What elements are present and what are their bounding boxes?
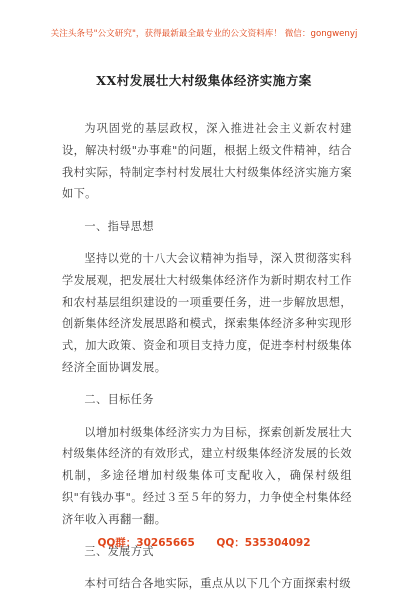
document-body — [62, 118, 352, 606]
header-promo-note: 关注头条号"公文研究"，获得最新最全最专业的公文资料库！ 微信：gongwenyj — [50, 29, 358, 39]
document-title: XX村发展壮大村级集体经济实施方案 — [96, 73, 312, 88]
section-heading-development-methods: 三、发展方式 — [84, 545, 154, 559]
footer-qq-number: QQ：535304092 — [216, 537, 311, 549]
footer-qq-group: QQ群：30265665 — [97, 537, 195, 549]
section-heading-guiding-thought: 一、指导思想 — [84, 219, 154, 233]
guiding-thought-paragraph: 坚持以党的十八大会议精神为指导，深入贯彻落实科学发展观，把发展壮大村级集体经济作为新时期农村工作和农村基层组织建设的一项重要任务，进一步解放思想，创新集体经济发展思路和模式，探索集体经济多种实现形式，加大政策、资金和项目支持力度，促进李村村级集体经济全面协调发展。 — [62, 251, 352, 374]
section-heading-goals: 二、目标任务 — [84, 393, 154, 407]
goals-paragraph: 以增加村级集体经济实力为目标，探索创新发展壮大村级集体经济的有效形式，建立村级集体经济发展的长效机制，多途径增加村级集体可支配收入，确保村级组织"有钱办事"。经过３至５年的努力，力争使全村集体经济年收入再翻一翻。 — [62, 425, 352, 526]
development-methods-paragraph: 本村可结合各地实际，重点从以下几个方面探索村级 — [84, 577, 351, 591]
footer-contact — [0, 535, 408, 550]
intro-paragraph: 为巩固党的基层政权，深入推进社会主义新农村建设，解决村级"办事难"的问题，根据上级文件精神，结合我村实际，特制定李村村发展壮大村级集体经济实施方案如下。 — [62, 122, 352, 201]
